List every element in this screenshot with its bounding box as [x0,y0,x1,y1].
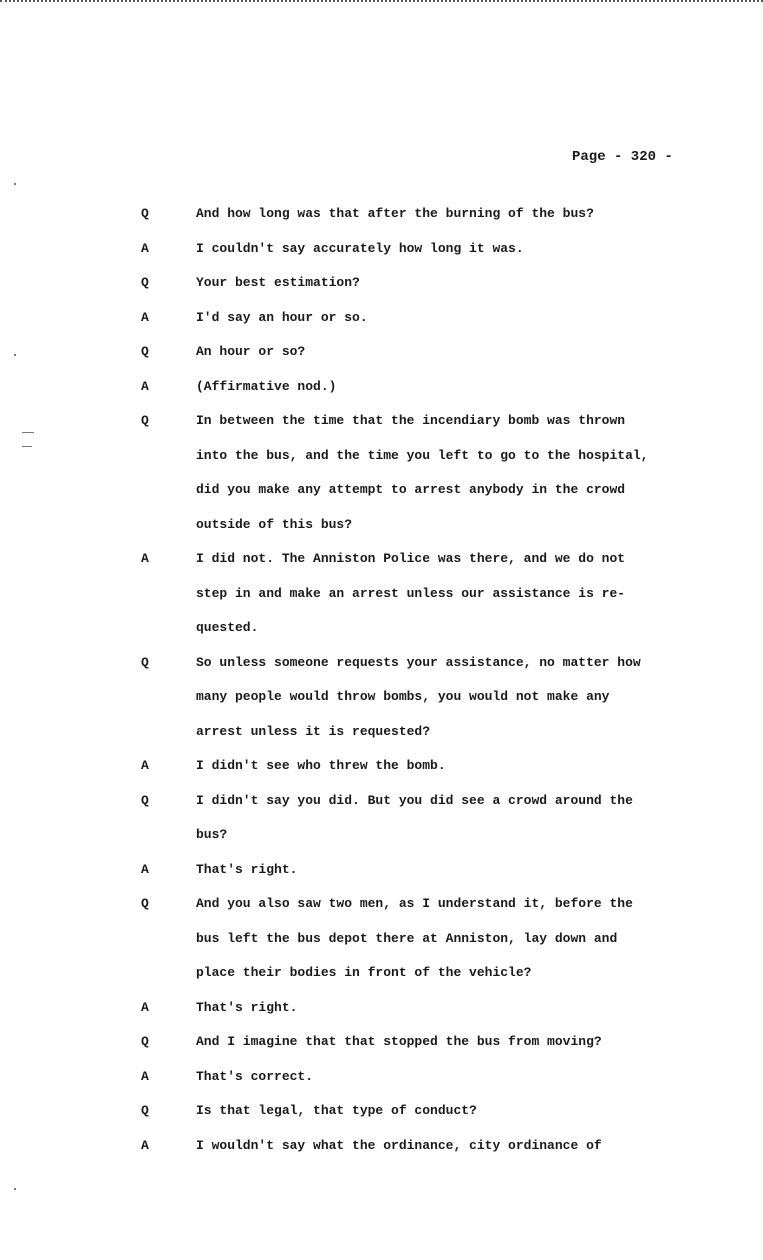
question-marker: Q [141,896,149,911]
transcript-line: I did not. The Anniston Police was there, and we do not [196,551,626,566]
transcript-line: bus? [196,827,228,842]
transcript-line: I'd say an hour or so. [196,309,368,325]
transcript-text [196,1094,726,1129]
transcript-text [196,646,726,750]
transcript-text [196,1129,726,1164]
answer-marker: A [141,551,149,566]
question-marker: Q [141,206,149,221]
transcript-line: arrest unless it is requested? [196,723,431,739]
transcript-line: That's right. [196,999,298,1015]
question-marker: Q [141,413,149,428]
scan-mark [22,432,34,433]
transcript-text [196,370,726,405]
transcript-line: quested. [196,620,259,635]
answer-marker: A [141,309,149,325]
scan-mark [14,354,16,356]
answer-marker: A [141,240,149,256]
question-marker: Q [141,792,149,808]
transcript-line: I didn't see who threw the bomb. [196,758,446,773]
answer-marker: A [141,999,149,1015]
transcript-text [196,853,726,888]
question-marker: Q [141,1103,149,1118]
scan-mark [14,1188,16,1190]
transcript-line: bus left the bus depot there at Anniston, lay down and [196,930,618,946]
transcript-line: Is that legal, that type of conduct? [196,1103,477,1118]
transcript-line: into the bus, and the time you left to go to the hospital, [196,447,649,463]
transcript-line: In between the time that the incendiary bomb was thrown [196,413,626,428]
answer-marker: A [141,378,149,394]
transcript-line: step in and make an arrest unless our assistance is re- [196,585,626,601]
answer-marker: A [141,861,149,877]
transcript-line: And you also saw two men, as I understand it, before the [196,896,633,911]
transcript-line: I wouldn't say what the ordinance, city ordinance of [196,1137,602,1153]
transcript-text [196,301,726,336]
transcript-text [196,991,726,1026]
transcript-text [196,335,726,370]
transcript-line: An hour or so? [196,344,306,359]
transcript-line: That's right. [196,861,298,877]
transcript-text [196,197,726,232]
transcript-text [196,887,726,991]
transcript-line: outside of this bus? [196,516,353,532]
scan-mark [22,446,32,447]
transcript-line: And I imagine that that stopped the bus from moving? [196,1034,602,1049]
transcript-line: did you make any attempt to arrest anybody in the crowd [196,482,626,497]
transcript-text [196,542,726,646]
transcript-line: I didn't say you did. But you did see a crowd around the [196,792,633,808]
answer-marker: A [141,1068,149,1084]
transcript-text [196,1025,726,1060]
transcript-line: And how long was that after the burning of the bus? [196,206,594,221]
question-marker: Q [141,1034,149,1049]
transcript-line: That's correct. [196,1068,314,1084]
page-number: Page - 320 - [572,149,673,165]
answer-marker: A [141,1137,149,1153]
transcript-text [196,232,726,267]
transcript-text [196,404,726,542]
transcript-line: So unless someone requests your assistance, no matter how [196,654,641,670]
transcript-text [196,749,726,784]
transcript-line: (Affirmative nod.) [196,378,337,394]
transcript-line: many people would throw bombs, you would not make any [196,689,610,704]
transcript-line: Your best estimation? [196,275,360,290]
question-marker: Q [141,275,149,290]
transcript-text [196,266,726,301]
transcript-line: place their bodies in front of the vehicle? [196,965,532,980]
transcript-text [196,784,726,853]
answer-marker: A [141,758,149,773]
question-marker: Q [141,654,149,670]
transcript-line: I couldn't say accurately how long it was. [196,240,524,256]
scan-mark [14,183,16,185]
question-marker: Q [141,344,149,359]
transcript-text [196,1060,726,1095]
